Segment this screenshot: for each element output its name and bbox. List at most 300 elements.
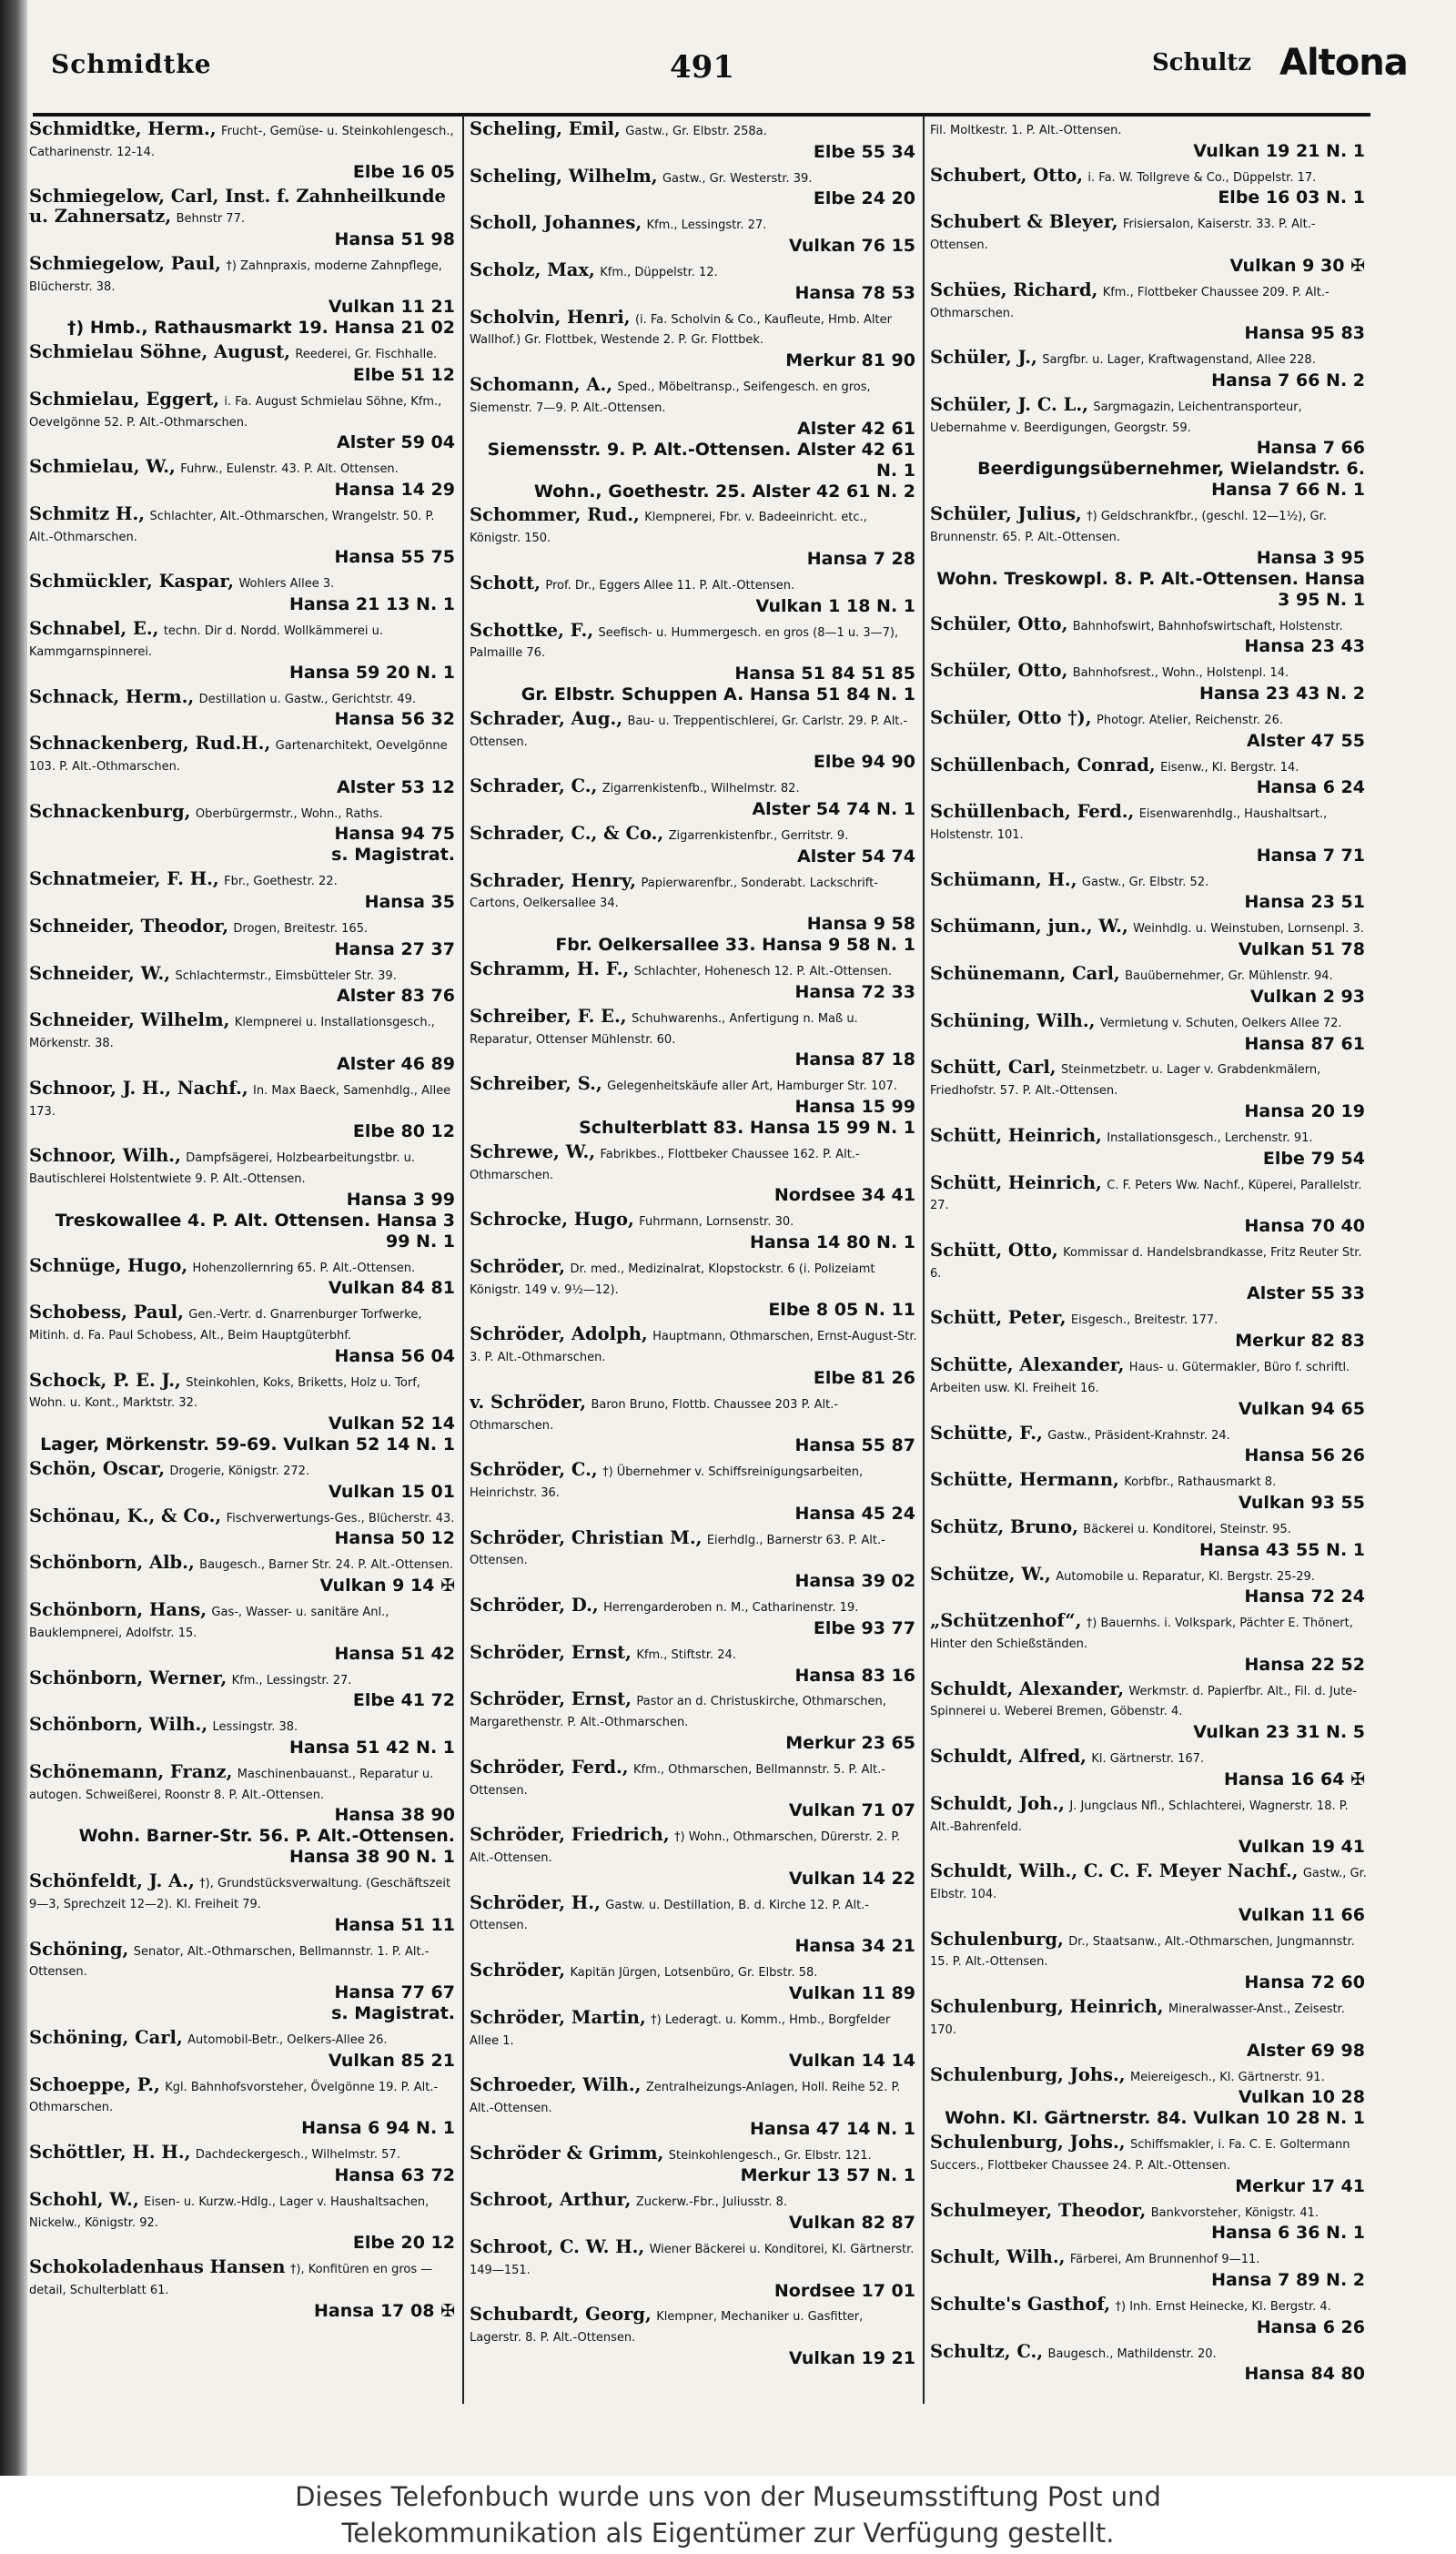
- directory-entry: [29, 458, 457, 505]
- entry-description: Steinmetzbetr. u. Lager v. Grabdenkmälern, Friedhofstr. 57. P. Alt.-Ottensen.: [930, 1063, 1321, 1099]
- entry-name: Schneider, Wilhelm,: [29, 1009, 230, 1031]
- phone-number: Elbe 51 12: [352, 364, 455, 385]
- entry-description: †) Zahnpraxis, moderne Zahnpflege, Blücherstr. 38.: [29, 258, 442, 294]
- entry-description: J. Jungclaus Nfl., Schlachterei, Wagnerstr. 18. P. Alt.-Bahrenfeld.: [930, 1799, 1349, 1834]
- directory-entry: [470, 574, 917, 622]
- directory-entry: [470, 214, 917, 261]
- entry-description: Destillation u. Gastw., Gerichtstr. 49.: [198, 692, 417, 706]
- entry-description: Dachdeckergesch., Wilhelmstr. 57.: [195, 2148, 400, 2163]
- directory-entry: [29, 620, 457, 687]
- entry-text: [930, 756, 1367, 778]
- entry-name: Schuldt, Wilh., C. C. F. Meyer Nachf.,: [930, 1860, 1299, 1882]
- entry-description: Korbfbr., Rathausmarkt 8.: [1124, 1475, 1277, 1490]
- phone-number: Hansa 84 80: [1244, 2364, 1365, 2385]
- directory-entry: [29, 1147, 457, 1256]
- entry-text: [930, 1563, 1367, 1587]
- directory-entry: [470, 261, 917, 309]
- entry-description: Dr., Staatsanw., Alt.-Othmarschen, Jungmannstr. 15. P. Alt.-Ottensen.: [930, 1934, 1355, 1970]
- entry-description: †) Übernehmer v. Schiffsreinigungsarbeiten, Heinrichstr. 36.: [470, 1465, 864, 1500]
- phone-number: Elbe 55 34: [813, 141, 915, 162]
- entry-name: Schönborn, Werner,: [29, 1667, 228, 1688]
- phone-number: Alster 42 61: [797, 418, 915, 439]
- entry-name: Schramm, H. F.,: [470, 958, 630, 980]
- entry-text: [29, 1507, 457, 1529]
- directory-entry: [930, 803, 1367, 870]
- entry-text: [930, 1998, 1367, 2040]
- directory-entry: [470, 2076, 917, 2144]
- entry-name: Schröder, Ernst,: [470, 1641, 632, 1663]
- directory-entry: [930, 756, 1367, 804]
- phone-number: Vulkan 15 01: [328, 1481, 455, 1502]
- directory-entry: [470, 707, 917, 777]
- phone-number: Alster 47 55: [1247, 730, 1365, 751]
- entry-name: Schröder,: [470, 1960, 566, 1981]
- entry-description: Eierhdlg., Barnerstr 63. P. Alt.-Ottensen.: [470, 1533, 885, 1568]
- directory-entry: [930, 213, 1367, 280]
- phone-number: Elbe 16 03 N. 1: [1218, 187, 1365, 208]
- entry-description: i. Fa. August Schmielau Söhne, Kfm., Oevelgönne 52. P. Alt.-Othmarschen.: [29, 394, 442, 430]
- directory-entry: [470, 1325, 917, 1393]
- directory-entry: [930, 349, 1367, 396]
- directory-entry: [930, 1309, 1367, 1356]
- entry-text: [930, 1792, 1367, 1837]
- entry-text: [470, 306, 917, 350]
- entry-text: [29, 505, 457, 547]
- entry-description: †) Bauernhs. i. Volkspark, Pächter E. Thönert, Hinter den Schießständen.: [930, 1617, 1353, 1652]
- entry-name: Schüning, Wilh.,: [930, 1009, 1096, 1031]
- phone-number: Hansa 51 84 51 85: [734, 664, 915, 684]
- phone-number: Hansa 6 24: [1256, 777, 1365, 798]
- entry-description: Sargfbr. u. Lager, Kraftwagenstand, Allee 228.: [1042, 353, 1316, 368]
- entry-description: Gastw. u. Destillation, B. d. Kirche 12. P. Alt.-Ottensen.: [470, 1898, 869, 1933]
- entry-name: Schöning, Carl,: [29, 2027, 183, 2048]
- entry-description: †) Wohn., Othmarschen, Dürerstr. 2. P. Alt.-Ottensen.: [470, 1830, 901, 1866]
- directory-entry: [29, 1872, 457, 1940]
- entry-description: Kl. Gärtnerstr. 167.: [1091, 1752, 1205, 1767]
- entry-text: [470, 1641, 917, 1666]
- phone-number: Hansa 35: [364, 892, 455, 913]
- entry-name: Schulenburg, Johs.,: [930, 2132, 1126, 2154]
- entry-description: Weinhdlg. u. Weinstuben, Lornsenpl. 3.: [1133, 922, 1364, 937]
- directory-entry: [470, 2306, 917, 2373]
- entry-description: Haus- u. Gütermakler, Büro f. schriftl. Arbeiten usw. Kl. Freiheit 16.: [930, 1361, 1350, 1395]
- entry-text: [29, 390, 457, 432]
- phone-number: Hansa 38 90: [334, 1805, 455, 1826]
- directory-entry: [470, 1526, 917, 1596]
- entry-name: Scholl, Johannes,: [470, 212, 642, 234]
- entry-text: [29, 187, 457, 228]
- footer-line-1: Dieses Telefonbuch wurde uns von der Museumsstiftung Post und: [295, 2481, 1161, 2512]
- directory-entry: [930, 1792, 1367, 1862]
- directory-entry: [29, 1760, 457, 1872]
- entry-name: Schneider, W.,: [29, 962, 171, 984]
- entry-name: Schnoor, Wilh.,: [29, 1145, 181, 1167]
- entry-text: [930, 1928, 1367, 1972]
- directory-entry: [930, 615, 1367, 663]
- column-rule: [923, 115, 925, 2404]
- entry-description: Klempnerei u. Installationsgesch., Mörkenstr. 38.: [29, 1016, 435, 1051]
- entry-text: [470, 1758, 917, 1800]
- entry-name: Schmiegelow, Carl, Inst. f. Zahnheilkunde u. Zahnersatz,: [29, 186, 446, 228]
- entry-description: †) Geldschrankfbr., (geschl. 12—1½), Gr. Brunnenstr. 65. P. Alt.-Ottensen.: [930, 510, 1327, 544]
- entry-name: Schütt, Carl,: [930, 1057, 1057, 1079]
- phone-number: Hansa 6 26: [1256, 2316, 1365, 2337]
- entry-text: [29, 2144, 457, 2165]
- phone-number: Alster 59 04: [337, 432, 455, 453]
- phone-number: Hansa 15 99: [794, 1096, 915, 1117]
- phone-number: Elbe 20 12: [352, 2233, 455, 2254]
- entry-description: Kfm., Lessingstr. 27.: [646, 218, 767, 233]
- column-2: [470, 120, 917, 2405]
- entry-text: [470, 2144, 917, 2166]
- entry-text: [470, 825, 917, 846]
- directory-entry: [29, 1079, 457, 1147]
- entry-name: Schüllenbach, Ferd.,: [930, 801, 1135, 823]
- phone-number: Alster 54 74 N. 1: [752, 799, 915, 820]
- entry-description: Gastw., Gr. Elbstr. 52.: [1081, 875, 1209, 889]
- directory-entry: [930, 1998, 1367, 2065]
- entry-description: Sargmagazin, Leichentransporteur, Uebernahme v. Beerdigungen, Georgstr. 59.: [930, 400, 1302, 435]
- entry-name: Schulenburg,: [930, 1928, 1064, 1950]
- entry-description: Schlachter, Alt.-Othmarschen, Wrangelstr. 50. P. Alt.-Othmarschen.: [29, 510, 435, 544]
- entry-description: Baron Bruno, Flottb. Chaussee 203 P. Alt.-Othmarschen.: [470, 1397, 839, 1433]
- entry-name: Schönborn, Wilh.,: [29, 1714, 208, 1736]
- entry-text: [930, 1424, 1367, 1446]
- phone-number: Vulkan 19 41: [1238, 1837, 1365, 1858]
- phone-number: Elbe 81 26: [813, 1367, 915, 1388]
- phone-number: Hansa 72 60: [1244, 1972, 1365, 1993]
- entry-text: [29, 800, 457, 825]
- directory-entry: [930, 1171, 1367, 1242]
- directory-entry: [470, 506, 917, 573]
- entry-text: [930, 1677, 1367, 1722]
- entry-text: [470, 1690, 917, 1732]
- entry-name: Schrader, C., & Co.,: [470, 823, 664, 845]
- entry-name: Schnüge, Hugo,: [29, 1254, 188, 1276]
- phone-number: Hansa 95 83: [1244, 323, 1365, 344]
- phone-number: Vulkan 94 65: [1238, 1398, 1365, 1419]
- entry-text: [29, 573, 457, 594]
- phone-number: Hansa 51 98: [334, 228, 455, 249]
- entry-text: [470, 707, 917, 752]
- entry-text: [470, 1391, 917, 1435]
- phone-number: Hansa 56 32: [334, 709, 455, 730]
- directory-entry: [930, 1009, 1367, 1059]
- phone-number: Vulkan 11 66: [1238, 1904, 1365, 1925]
- directory-entry: [930, 1059, 1367, 1126]
- entry-description: Eisen- u. Kurzw.-Hdlg., Lager v. Haushaltsachen, Nickelw., Königstr. 92.: [29, 2194, 430, 2230]
- entry-name: Schobess, Paul,: [29, 1302, 184, 1323]
- entry-name: Schmielau, W.,: [29, 456, 176, 478]
- entry-description: Kapitän Jürgen, Lotsenbüro, Gr. Elbstr. 58.: [570, 1966, 818, 1981]
- phone-number: Vulkan 51 78: [1238, 939, 1365, 960]
- entry-description: Automobil-Betr., Oelkers-Allee 26.: [187, 2033, 388, 2047]
- phone-number: Hansa 87 18: [794, 1049, 915, 1070]
- entry-description: Kgl. Bahnhofsvorsteher, Övelgönne 19. P. Alt.-Othmarschen.: [29, 2080, 439, 2115]
- entry-text: [29, 1872, 457, 1914]
- entry-text: [470, 1461, 917, 1503]
- column-3: [930, 120, 1367, 2405]
- entry-text: [470, 1961, 917, 1983]
- phone-number: Elbe 16 05: [352, 162, 455, 183]
- entry-text: [930, 2063, 1367, 2088]
- entry-name: Schuldt, Alfred,: [930, 1746, 1087, 1768]
- entry-text: [29, 1460, 457, 1482]
- directory-entry: [470, 2144, 917, 2192]
- phone-number: Alster 54 74: [797, 846, 915, 867]
- entry-name: Schuldt, Alexander,: [930, 1677, 1125, 1699]
- phone-number: Hansa 23 43 N. 2: [1198, 683, 1365, 704]
- entry-text: [29, 1716, 457, 1738]
- entry-name: Schütte, Alexander,: [930, 1354, 1125, 1376]
- entry-description: Gen.-Vertr. d. Gnarrenburger Torfwerke, Mitinh. d. Fa. Paul Schobess, Alt., Beim Hauptgüterbhf.: [29, 1308, 422, 1343]
- phone-number: Hansa 23 43: [1244, 636, 1365, 657]
- entry-text: [29, 1601, 457, 1643]
- entry-name: Schulenburg, Johs.,: [930, 2063, 1126, 2085]
- phone-number: Vulkan 9 14 ✠: [319, 1576, 455, 1596]
- phone-number: Hansa 72 24: [1244, 1586, 1365, 1607]
- phone-number: Hansa 55 75: [334, 547, 455, 568]
- phone-number: Hansa 87 61: [1244, 1033, 1365, 1054]
- entry-name: Schreiber, F. E.,: [470, 1005, 627, 1027]
- phone-number: Hansa 51 11: [334, 1914, 455, 1935]
- entry-name: Schrader, Henry,: [470, 869, 637, 891]
- entry-name: Schöttler, H. H.,: [29, 2142, 191, 2164]
- entry-name: Schuldt, Joh.,: [930, 1792, 1065, 1814]
- directory-entry: [470, 2006, 917, 2076]
- phone-number: Hansa 7 66: [1256, 438, 1365, 459]
- entry-text: [930, 1171, 1367, 1216]
- entry-name: Schümann, jun., W.,: [930, 916, 1128, 937]
- entry-name: Schmielau Söhne, August,: [29, 341, 290, 363]
- entry-name: Schnackenberg, Rud.H.,: [29, 733, 271, 755]
- phone-number: Vulkan 76 15: [788, 236, 915, 257]
- directory-entry: [470, 167, 917, 215]
- entry-name: Schüler, Otto,: [930, 613, 1068, 634]
- directory-entry: [29, 2029, 457, 2076]
- entry-name: Schott,: [470, 572, 541, 593]
- entry-text: [470, 1005, 917, 1049]
- directory-entry: [930, 706, 1367, 756]
- entry-text: [930, 2293, 1367, 2317]
- entry-text: [29, 2188, 457, 2233]
- phone-number: Hansa 23 51: [1244, 892, 1365, 913]
- entry-text: [930, 164, 1367, 188]
- entry-text: [29, 2258, 457, 2300]
- entry-text: [29, 1147, 457, 1189]
- phone-number: Vulkan 11 89: [788, 1982, 915, 2003]
- phone-number: Elbe 79 54: [1262, 1148, 1365, 1169]
- entry-text: [29, 1303, 457, 1345]
- entry-name: Schütt, Otto,: [930, 1240, 1058, 1262]
- entry-name: Schüler, J. C. L.,: [930, 393, 1088, 415]
- entry-text: [470, 1826, 917, 1868]
- phone-number: Fbr. Oelkersallee 33. Hansa 9 58 N. 1: [555, 935, 915, 956]
- entry-name: Schubert, Otto,: [930, 164, 1084, 186]
- directory-entry: [470, 960, 917, 1008]
- entry-name: Scheling, Emil,: [470, 120, 621, 139]
- entry-text: [470, 2006, 917, 2051]
- directory-entry: [470, 1005, 917, 1075]
- entry-description: In. Max Baeck, Samenhdlg., Allee 173.: [29, 1083, 451, 1119]
- directory-entry: [930, 1424, 1367, 1472]
- entry-description: †), Grundstücksverwaltung. (Geschäftszeit 9—3, Sprechzeit 12—2). Kl. Freiheit 79.: [29, 1877, 451, 1911]
- entry-description: Bahnhofsrest., Wohn., Holstenpl. 14.: [1072, 666, 1289, 681]
- entry-text: [470, 1596, 917, 1618]
- phone-number: Wohn. Kl. Gärtnerstr. 84. Vulkan 10 28 N. 1: [945, 2108, 1365, 2129]
- entry-description: Zigarrenkistenfbr., Gerritstr. 9.: [668, 829, 849, 844]
- directory-entry: [29, 2144, 457, 2191]
- entry-description: Behnstr 77.: [176, 212, 245, 227]
- entry-description: Kfm., Düppelstr. 12.: [600, 266, 718, 280]
- entry-name: Schmiegelow, Paul,: [29, 252, 221, 274]
- phone-number: Vulkan 14 14: [788, 2051, 915, 2072]
- entry-text: [29, 1938, 457, 1982]
- phone-number: Vulkan 1 18 N. 1: [755, 595, 915, 616]
- entry-text: [29, 1669, 457, 1691]
- entry-description: Wohlers Allee 3.: [238, 577, 335, 592]
- entry-name: Schütt, Peter,: [930, 1307, 1067, 1329]
- phone-number: Hansa 7 28: [806, 548, 915, 569]
- directory-entry: [29, 2188, 457, 2258]
- entry-name: Schröder, Friedrich,: [470, 1824, 670, 1846]
- entry-text: [470, 869, 917, 914]
- entry-description: Baugesch., Mathildenstr. 20.: [1047, 2346, 1217, 2361]
- entry-name: Schnack, Herm.,: [29, 685, 195, 707]
- running-head: [33, 42, 1408, 98]
- entry-description: Bauübernehmer, Gr. Mühlenstr. 94.: [1125, 969, 1333, 984]
- header-first-entry: Schmidtke: [51, 49, 212, 79]
- entry-name: Schönemann, Franz,: [29, 1760, 233, 1782]
- entry-text: [29, 252, 457, 297]
- column-rule: [462, 115, 464, 2404]
- entry-description: Kfm., Lessingstr. 27.: [231, 1673, 352, 1687]
- entry-name: Schröder & Grimm,: [470, 2142, 664, 2164]
- phone-number: s. Magistrat.: [331, 845, 455, 866]
- entry-description: Hauptmann, Othmarschen, Ernst-August-Str. 3. P. Alt.-Othmarschen.: [470, 1330, 917, 1365]
- entry-description: Werkmstr. d. Papierfbr. Alt., Fil. d. Jute-Spinnerei u. Weberei Bremen, Göbenstr. 4.: [930, 1684, 1357, 1719]
- phone-number: Hansa 6 36 N. 1: [1211, 2223, 1365, 2244]
- entry-text: [470, 120, 917, 142]
- entry-name: Schnabel, E.,: [29, 618, 159, 640]
- entry-name: Schrewe, W.,: [470, 1140, 596, 1162]
- entry-name: Schönborn, Hans,: [29, 1599, 207, 1621]
- entry-description: Kfm., Flottbeker Chaussee 209. P. Alt.-Othmarschen.: [930, 285, 1330, 320]
- entry-text: [930, 1862, 1367, 1904]
- directory-entry: [29, 1303, 457, 1371]
- entry-text: [470, 2191, 917, 2213]
- directory-entry: [470, 1641, 917, 1691]
- entry-text: [470, 574, 917, 596]
- phone-number: Lager, Mörkenstr. 59-69. Vulkan 52 14 N. 1: [40, 1434, 455, 1455]
- phone-number: †) Hmb., Rathausmarkt 19. Hansa 21 02: [67, 318, 455, 339]
- entry-text: [930, 505, 1367, 547]
- entry-text: [930, 120, 1367, 141]
- phone-number: Alster 46 89: [337, 1053, 455, 1074]
- directory-entry: [470, 1211, 917, 1258]
- entry-name: Schneider, Theodor,: [29, 915, 228, 937]
- entry-name: Schüler, J.,: [930, 347, 1037, 369]
- entry-description: Baugesch., Barner Str. 24. P. Alt.-Ottensen.: [199, 1558, 454, 1573]
- entry-name: Schreiber, S.,: [470, 1073, 602, 1095]
- entry-name: Schütt, Heinrich,: [930, 1171, 1102, 1193]
- entry-name: Schümann, H.,: [930, 868, 1077, 890]
- entry-description: Installationsgesch., Lerchenstr. 91.: [1107, 1130, 1313, 1145]
- phone-number: Hansa 27 37: [334, 938, 455, 959]
- phone-number: Elbe 94 90: [813, 752, 915, 773]
- directory-entry: [29, 917, 457, 965]
- phone-number: Alster 53 12: [337, 776, 455, 797]
- directory-entry: [29, 252, 457, 343]
- entry-text: [930, 1748, 1367, 1769]
- directory-entry: [470, 619, 917, 710]
- directory-entry: [29, 1716, 457, 1763]
- phone-number: Alster 83 76: [337, 986, 455, 1007]
- directory-entry: [29, 2258, 457, 2326]
- entry-description: (i. Fa. Scholvin & Co., Kaufleute, Hmb. Alter Wallhof.) Gr. Flottbek, Westende 2. P. Gr. Flottbek.: [470, 312, 892, 348]
- entry-name: Schüler, Julius,: [930, 503, 1082, 525]
- directory-entry: [29, 685, 457, 735]
- entry-text: [29, 1760, 457, 1805]
- directory-entry: [470, 1075, 917, 1143]
- entry-text: [930, 706, 1367, 731]
- phone-number: Vulkan 84 81: [328, 1278, 455, 1299]
- entry-description: Schuhwarenhs., Anfertigung n. Maß u. Reparatur, Ottenser Mühlenstr. 60.: [470, 1011, 858, 1047]
- directory-entry: [930, 1242, 1367, 1309]
- entry-text: [930, 393, 1367, 438]
- directory-entry: [29, 962, 457, 1012]
- directory-entry: [470, 1596, 917, 1644]
- entry-text: [930, 1124, 1367, 1149]
- phone-number: Hansa 7 71: [1256, 845, 1365, 866]
- directory-entry: [930, 1748, 1367, 1795]
- phone-number: Elbe 8 05 N. 11: [768, 1300, 915, 1321]
- header-city: Altona: [1279, 42, 1408, 84]
- entry-text: [930, 1515, 1367, 1540]
- entry-text: [470, 1891, 917, 1936]
- directory-entry: [930, 1612, 1367, 1679]
- phone-number: Vulkan 71 07: [788, 1800, 915, 1821]
- directory-entry: [930, 2133, 1367, 2201]
- directory-entry: [470, 825, 917, 872]
- phone-number: Hansa 72 33: [794, 981, 915, 1002]
- entry-text: [29, 120, 457, 162]
- phone-number: Hansa 56 04: [334, 1345, 455, 1366]
- entry-description: Photogr. Atelier, Reichenstr. 26.: [1096, 713, 1283, 727]
- directory-entry: [470, 1758, 917, 1826]
- directory-entry: [930, 2340, 1367, 2390]
- entry-text: [470, 2238, 917, 2280]
- directory-entry: [29, 505, 457, 573]
- entry-text: [29, 735, 457, 776]
- entry-description: Zentralheizungs-Anlagen, Holl. Reihe 52. P. Alt.-Ottensen.: [470, 2081, 901, 2115]
- entry-name: Schnackenburg,: [29, 800, 191, 822]
- phone-number: Hansa 63 72: [334, 2164, 455, 2185]
- directory-entry: [29, 800, 457, 871]
- entry-description: Klempnerei, Fbr. v. Badeeinricht. etc., Königstr. 150.: [470, 511, 867, 546]
- entry-description: Meiereigesch., Kl. Gärtnerstr. 91.: [1129, 2070, 1325, 2084]
- entry-text: [470, 1140, 917, 1185]
- entry-name: Schröder, H.,: [470, 1891, 601, 1913]
- entry-description: Mineralwasser-Anst., Zeisestr. 170.: [930, 2002, 1345, 2037]
- entry-text: [29, 917, 457, 939]
- entry-name: Schröder, Ernst,: [470, 1688, 632, 1710]
- entry-name: Schröder,: [470, 1255, 566, 1277]
- entry-name: Schommer, Rud.,: [470, 504, 640, 526]
- entry-text: [29, 458, 457, 480]
- entry-name: Schröder, Adolph,: [470, 1323, 648, 1345]
- entry-text: [29, 2029, 457, 2051]
